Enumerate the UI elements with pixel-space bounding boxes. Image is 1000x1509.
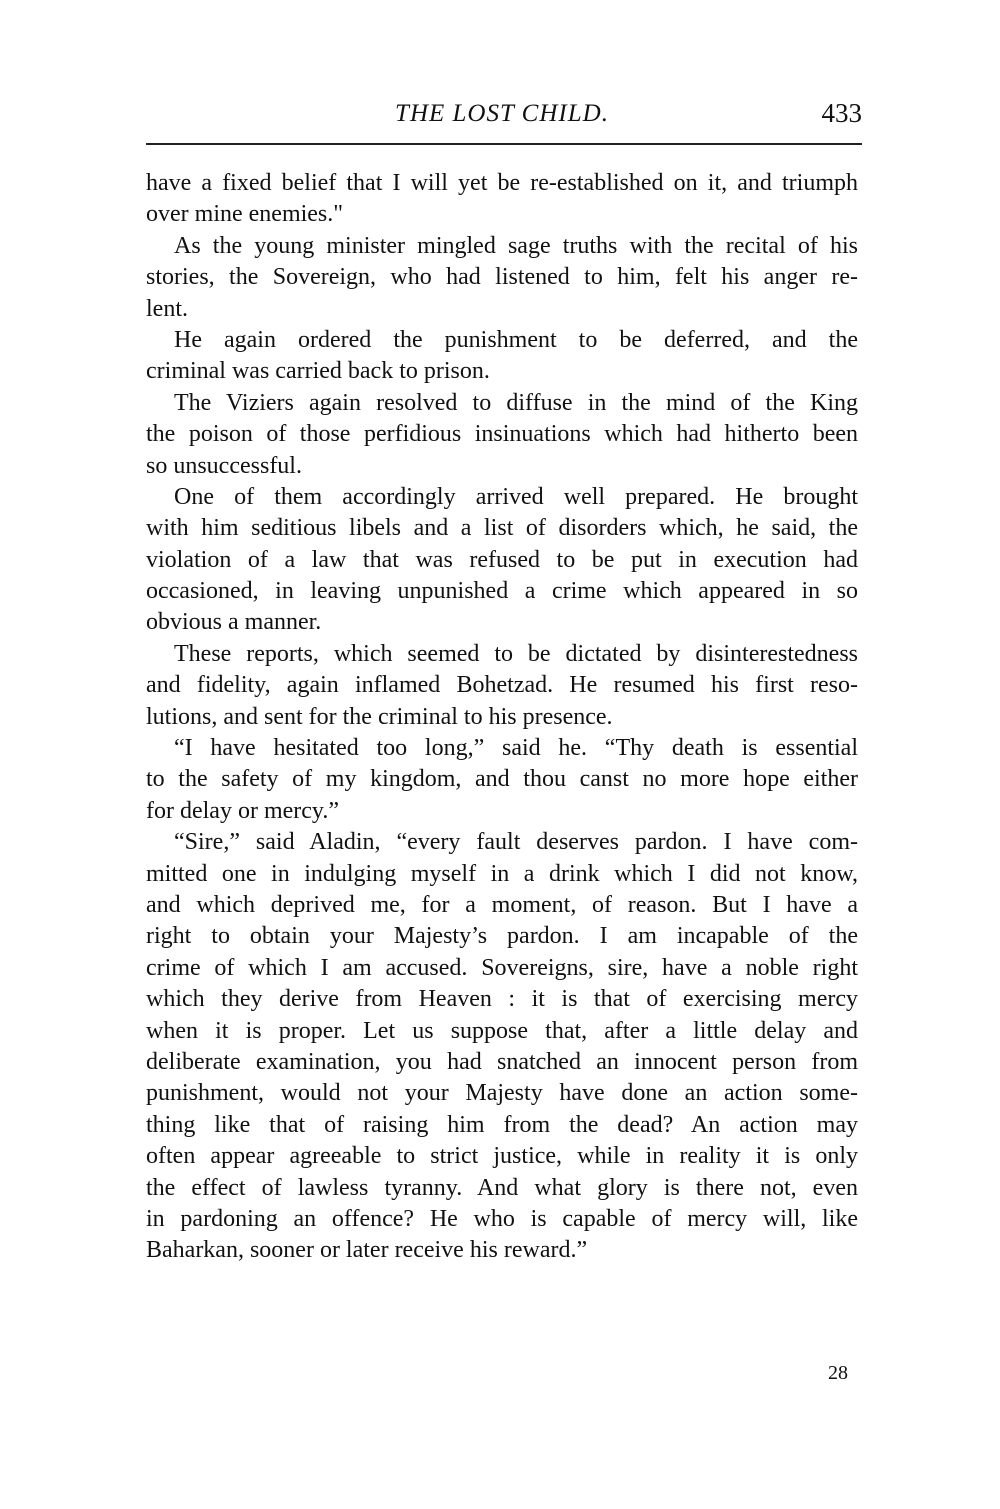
text-line: “I have hesitated too long,” said he. “Thy death is essential xyxy=(174,735,858,762)
text-line: punishment, would not your Majesty have done an action some- xyxy=(146,1080,858,1107)
paragraph xyxy=(146,388,858,482)
paragraph xyxy=(146,482,858,639)
text-line: “Sire,” said Aladin, “every fault deserves pardon. I have com- xyxy=(174,829,858,856)
text-line: As the young minister mingled sage truths with the recital of his xyxy=(174,232,858,259)
text-line: thing like that of raising him from the dead? An action may xyxy=(146,1111,858,1138)
text-line: obvious a manner. xyxy=(146,609,322,636)
text-line: occasioned, in leaving unpunished a crime which appeared in so xyxy=(146,578,858,605)
text-line: The Viziers again resolved to diffuse in the mind of the King xyxy=(174,389,858,416)
page-header xyxy=(146,96,862,132)
text-line: often appear agreeable to strict justice, while in reality it is only xyxy=(146,1143,858,1170)
text-line: the effect of lawless tyranny. And what glory is there not, even xyxy=(146,1174,858,1201)
text-line: Baharkan, sooner or later receive his reward.” xyxy=(146,1237,588,1264)
text-line: over mine enemies." xyxy=(146,201,344,228)
text-line: lent. xyxy=(146,295,188,322)
text-line: violation of a law that was refused to be put in execution had xyxy=(146,546,858,573)
text-line: stories, the Sovereign, who had listened to him, felt his anger re- xyxy=(146,264,858,291)
text-line: which they derive from Heaven : it is that of exercising mercy xyxy=(146,986,858,1013)
paragraph xyxy=(146,168,858,231)
text-line: deliberate examination, you had snatched an innocent person from xyxy=(146,1048,858,1075)
text-line: crime of which I am accused. Sovereigns, sire, have a noble right xyxy=(146,954,858,981)
signature-mark: 28 xyxy=(828,1362,848,1384)
page-number: 433 xyxy=(821,98,862,128)
text-line: when it is proper. Let us suppose that, after a little delay and xyxy=(146,1017,858,1044)
paragraph xyxy=(146,827,858,1266)
text-line: and which deprived me, for a moment, of reason. But I have a xyxy=(146,891,858,918)
text-line: with him seditious libels and a list of disorders which, he said, the xyxy=(146,515,858,542)
running-title: THE LOST CHILD. xyxy=(395,100,609,127)
text-line: lutions, and sent for the criminal to his presence. xyxy=(146,703,613,730)
paragraph xyxy=(146,733,858,827)
text-line: to the safety of my kingdom, and thou canst no more hope either xyxy=(146,766,858,793)
paragraph xyxy=(146,231,858,325)
paragraph xyxy=(146,325,858,388)
text-line: have a fixed belief that I will yet be re-established on it, and triumph xyxy=(146,170,858,196)
text-line: and fidelity, again inflamed Bohetzad. He resumed his first reso- xyxy=(146,672,858,699)
text-line: for delay or mercy.” xyxy=(146,797,340,824)
body-text xyxy=(146,168,858,1267)
text-line: One of them accordingly arrived well prepared. He brought xyxy=(174,483,858,510)
paragraph xyxy=(146,639,858,733)
text-line: These reports, which seemed to be dictated by disinterestedness xyxy=(174,640,858,667)
text-line: criminal was carried back to prison. xyxy=(146,358,490,385)
text-line: right to obtain your Majesty’s pardon. I am incapable of the xyxy=(146,923,858,950)
text-line: He again ordered the punishment to be deferred, and the xyxy=(174,326,858,353)
header-rule xyxy=(146,143,862,145)
text-line: mitted one in indulging myself in a drink which I did not know, xyxy=(146,860,858,887)
text-line: the poison of those perfidious insinuations which had hitherto been xyxy=(146,421,858,448)
text-line: in pardoning an offence? He who is capable of mercy will, like xyxy=(146,1205,858,1232)
text-line: so unsuccessful. xyxy=(146,452,302,479)
